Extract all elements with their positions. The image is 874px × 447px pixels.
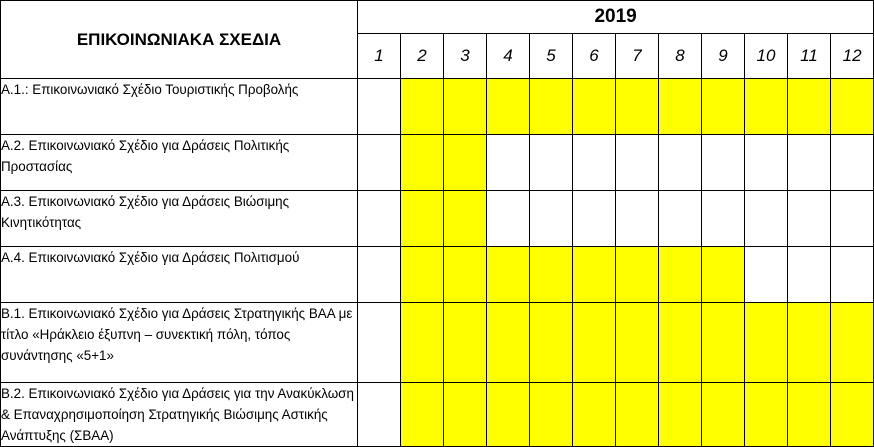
- plan-label: Α.4. Επικοινωνιακό Σχέδιο για Δράσεις Πολιτισμού: [1, 247, 358, 303]
- active-month-cell: [401, 135, 444, 191]
- month-header: 11: [788, 34, 831, 79]
- active-month-cell: [616, 383, 659, 447]
- active-month-cell: [745, 383, 788, 447]
- active-month-cell: [444, 303, 487, 383]
- active-month-cell: [702, 247, 745, 303]
- active-month-cell: [573, 303, 616, 383]
- active-month-cell: [831, 303, 874, 383]
- active-month-cell: [702, 303, 745, 383]
- month-header: 9: [702, 34, 745, 79]
- table-row: [1, 383, 874, 447]
- active-month-cell: [745, 303, 788, 383]
- active-month-cell: [788, 303, 831, 383]
- plan-label: Β.1. Επικοινωνιακό Σχέδιο για Δράσεις Στρατηγικής ΒΑΑ με τίτλο «Ηράκλειο έξυπνη – συνεκτική πόλη, τόπος συνάντησης «5+1»: [1, 303, 358, 383]
- active-month-cell: [831, 383, 874, 447]
- active-month-cell: [401, 383, 444, 447]
- active-month-cell: [616, 303, 659, 383]
- active-month-cell: [530, 247, 573, 303]
- table-row: [1, 79, 874, 135]
- month-header: 2: [401, 34, 444, 79]
- active-month-cell: [831, 79, 874, 135]
- active-month-cell: [487, 383, 530, 447]
- active-month-cell: [444, 191, 487, 247]
- active-month-cell: [444, 79, 487, 135]
- active-month-cell: [788, 383, 831, 447]
- month-cell: [487, 135, 530, 191]
- active-month-cell: [659, 383, 702, 447]
- month-cell: [788, 191, 831, 247]
- month-cell: [487, 191, 530, 247]
- active-month-cell: [487, 79, 530, 135]
- plan-label: Α.1.: Επικοινωνιακό Σχέδιο Τουριστικής Προβολής: [1, 79, 358, 135]
- month-cell: [358, 191, 401, 247]
- active-month-cell: [573, 79, 616, 135]
- month-cell: [573, 191, 616, 247]
- active-month-cell: [745, 79, 788, 135]
- active-month-cell: [530, 383, 573, 447]
- month-cell: [358, 303, 401, 383]
- month-cell: [358, 383, 401, 447]
- active-month-cell: [401, 191, 444, 247]
- table-row: [1, 191, 874, 247]
- active-month-cell: [444, 383, 487, 447]
- table-row: [1, 247, 874, 303]
- month-header: 7: [616, 34, 659, 79]
- month-cell: [702, 191, 745, 247]
- month-cell: [573, 135, 616, 191]
- month-cell: [530, 135, 573, 191]
- month-cell: [831, 135, 874, 191]
- schedule-body: [1, 79, 874, 447]
- month-cell: [530, 191, 573, 247]
- month-header: 8: [659, 34, 702, 79]
- active-month-cell: [401, 247, 444, 303]
- plan-label: Β.2. Επικοινωνιακό Σχέδιο για Δράσεις για την Ανακύκλωση & Επαναχρησιμοποίηση Στρατηγικής Βιώσιμης Αστικής Ανάπτυξης (ΣΒΑΑ): [1, 383, 358, 447]
- active-month-cell: [702, 383, 745, 447]
- month-header: 10: [745, 34, 788, 79]
- active-month-cell: [444, 135, 487, 191]
- active-month-cell: [573, 383, 616, 447]
- active-month-cell: [530, 79, 573, 135]
- month-cell: [358, 79, 401, 135]
- month-cell: [831, 191, 874, 247]
- month-cell: [831, 247, 874, 303]
- active-month-cell: [573, 247, 616, 303]
- month-cell: [616, 135, 659, 191]
- active-month-cell: [659, 247, 702, 303]
- month-cell: [788, 247, 831, 303]
- month-header: 6: [573, 34, 616, 79]
- month-cell: [358, 247, 401, 303]
- plan-label: Α.2. Επικοινωνιακό Σχέδιο για Δράσεις Πολιτικής Προστασίας: [1, 135, 358, 191]
- year-header-row: [1, 1, 874, 34]
- month-cell: [358, 135, 401, 191]
- month-header: 1: [358, 34, 401, 79]
- active-month-cell: [444, 247, 487, 303]
- month-cell: [745, 135, 788, 191]
- month-header: 12: [831, 34, 874, 79]
- active-month-cell: [401, 79, 444, 135]
- active-month-cell: [659, 79, 702, 135]
- active-month-cell: [616, 79, 659, 135]
- month-header: 4: [487, 34, 530, 79]
- month-cell: [788, 135, 831, 191]
- year-header: 2019: [358, 1, 874, 34]
- active-month-cell: [616, 247, 659, 303]
- month-cell: [745, 191, 788, 247]
- active-month-cell: [788, 79, 831, 135]
- month-cell: [659, 191, 702, 247]
- active-month-cell: [530, 303, 573, 383]
- table-row: [1, 135, 874, 191]
- month-header: 3: [444, 34, 487, 79]
- table-title: ΕΠΙΚΟΙΝΩΝΙΑΚΑ ΣΧΕΔΙΑ: [1, 1, 358, 79]
- month-cell: [745, 247, 788, 303]
- month-cell: [702, 135, 745, 191]
- active-month-cell: [659, 303, 702, 383]
- month-cell: [616, 191, 659, 247]
- active-month-cell: [401, 303, 444, 383]
- plan-label: Α.3. Επικοινωνιακό Σχέδιο για Δράσεις Βιώσιμης Κινητικότητας: [1, 191, 358, 247]
- active-month-cell: [487, 247, 530, 303]
- table-row: [1, 303, 874, 383]
- active-month-cell: [702, 79, 745, 135]
- month-header: 5: [530, 34, 573, 79]
- month-cell: [659, 135, 702, 191]
- active-month-cell: [487, 303, 530, 383]
